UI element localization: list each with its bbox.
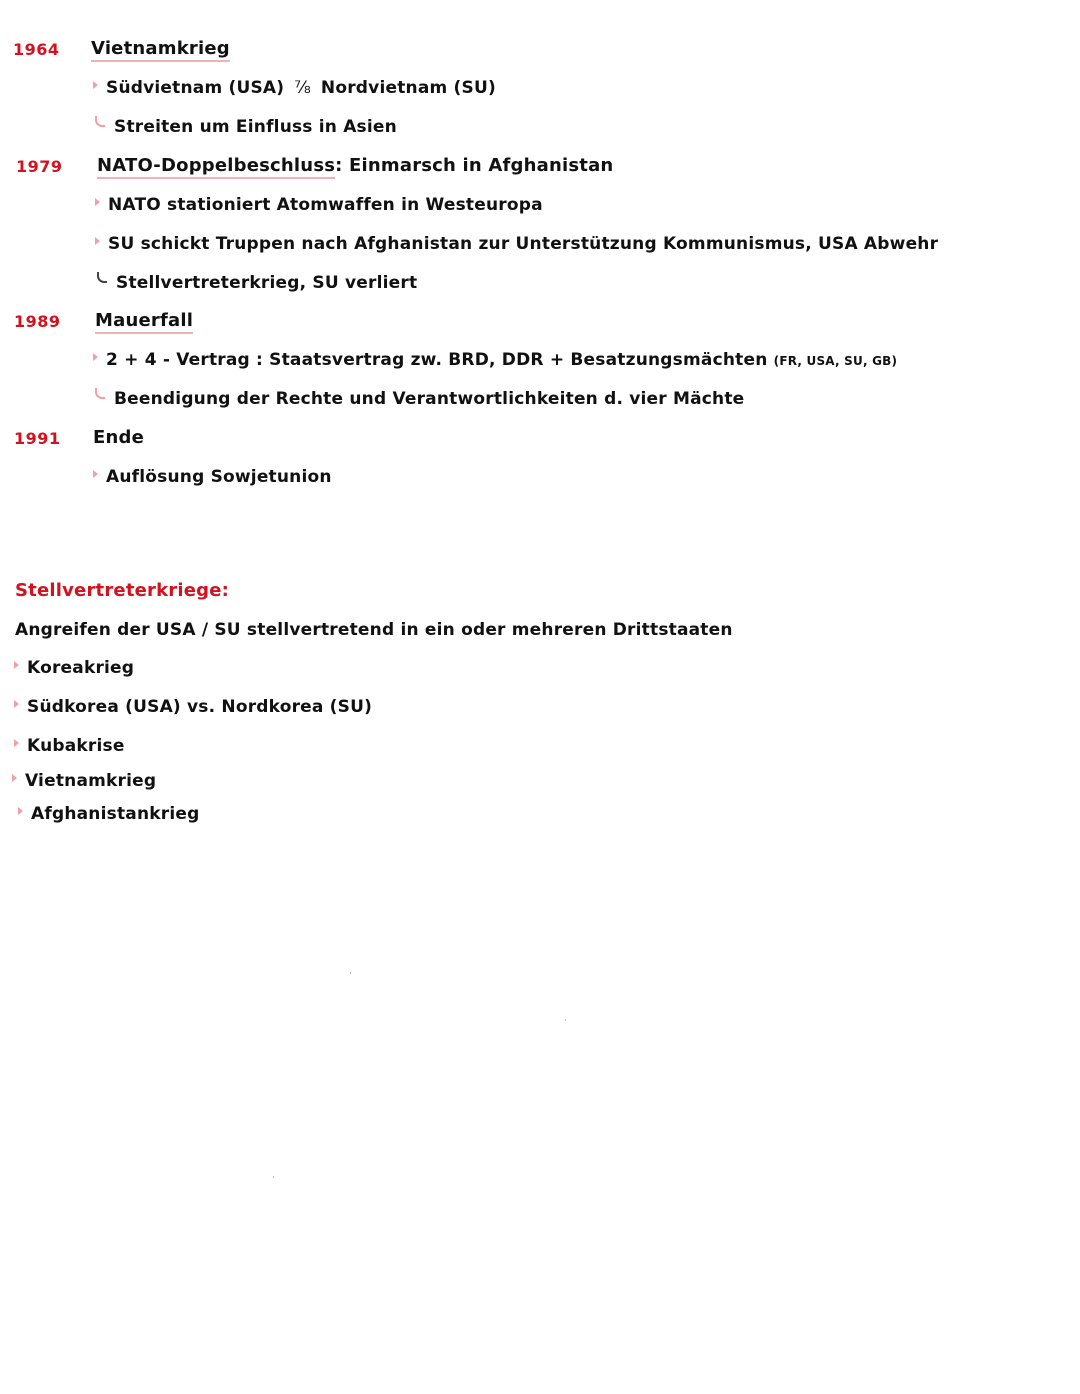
line-text: NATO stationiert Atomwaffen in Westeuropa	[108, 195, 543, 215]
event-title-mauerfall	[95, 310, 193, 331]
year-1964: 1964	[13, 40, 60, 59]
event-1989-line-1	[93, 350, 897, 370]
year-1979: 1979	[16, 157, 63, 176]
list-item-vietnamkrieg	[12, 771, 156, 791]
line-text: Stellvertreterkrieg, SU verliert	[116, 273, 418, 293]
list-item-text: Koreakrieg	[27, 658, 135, 678]
event-1979-line-2	[95, 234, 938, 254]
event-title-text: Vietnamkrieg	[91, 38, 230, 62]
event-1989-line-2	[95, 388, 744, 409]
line-text: Auflösung Sowjetunion	[106, 467, 332, 487]
scan-speck	[565, 1019, 566, 1021]
event-1964-line-1	[93, 78, 496, 98]
bullet-icon	[14, 700, 19, 708]
bullet-icon	[12, 774, 17, 782]
list-item-kubakrise	[14, 736, 125, 756]
list-item-text: Südkorea (USA) vs. Nordkorea (SU)	[27, 697, 373, 717]
proxy-wars-definition: Angreifen der USA / SU stellvertretend in ein oder mehreren Drittstaaten	[15, 620, 733, 640]
event-title-text: NATO-Doppelbeschluss	[97, 155, 335, 179]
section-heading-proxy-wars: Stellvertreterkriege:	[15, 580, 230, 601]
bullet-icon	[93, 470, 98, 478]
bullet-icon	[14, 739, 19, 747]
bullet-icon	[93, 353, 98, 361]
bullet-icon	[93, 81, 98, 89]
event-1979-line-3	[97, 272, 417, 293]
turn-arrow-icon	[95, 388, 105, 399]
event-1964-line-2	[95, 116, 397, 137]
bullet-icon	[14, 661, 19, 669]
list-item-suedkorea	[14, 697, 372, 717]
list-item-afghanistankrieg	[18, 804, 199, 824]
line-text: SU schickt Truppen nach Afghanistan zur Unterstützung Kommunismus, USA Abwehr	[108, 234, 939, 254]
list-item-koreakrieg	[14, 658, 134, 678]
event-title-text: Mauerfall	[95, 310, 193, 334]
list-item-text: Kubakrise	[27, 736, 125, 756]
year-1991: 1991	[14, 429, 61, 448]
event-title-ende	[93, 427, 144, 448]
scan-speck	[350, 972, 351, 974]
turn-arrow-icon	[95, 116, 105, 127]
bullet-icon	[95, 198, 100, 206]
event-title-nato	[97, 155, 613, 176]
scan-speck	[273, 1176, 274, 1178]
occupying-powers-text: (FR, USA, SU, GB)	[773, 354, 898, 368]
event-title-text: Ende	[93, 427, 145, 448]
turn-arrow-icon	[97, 272, 107, 283]
event-1979-line-1	[95, 195, 543, 215]
south-vietnam-text: Südvietnam (USA)	[106, 78, 285, 98]
north-vietnam-text: Nordvietnam (SU)	[320, 78, 496, 98]
versus-symbol: ⅞	[294, 78, 311, 98]
year-1989: 1989	[14, 312, 61, 331]
treaty-text: 2 + 4 - Vertrag : Staatsvertrag zw. BRD, DDR + Besatzungsmächten	[106, 350, 768, 370]
event-title-rest: : Einmarsch in Afghanistan	[335, 155, 614, 176]
event-title-vietnamkrieg	[91, 38, 230, 59]
bullet-icon	[18, 807, 23, 815]
line-text: Streiten um Einfluss in Asien	[114, 117, 397, 137]
list-item-text: Afghanistankrieg	[31, 804, 200, 824]
event-1991-line-1	[93, 467, 332, 487]
bullet-icon	[95, 237, 100, 245]
list-item-text: Vietnamkrieg	[25, 771, 157, 791]
line-text: Beendigung der Rechte und Verantwortlichkeiten d. vier Mächte	[114, 389, 745, 409]
